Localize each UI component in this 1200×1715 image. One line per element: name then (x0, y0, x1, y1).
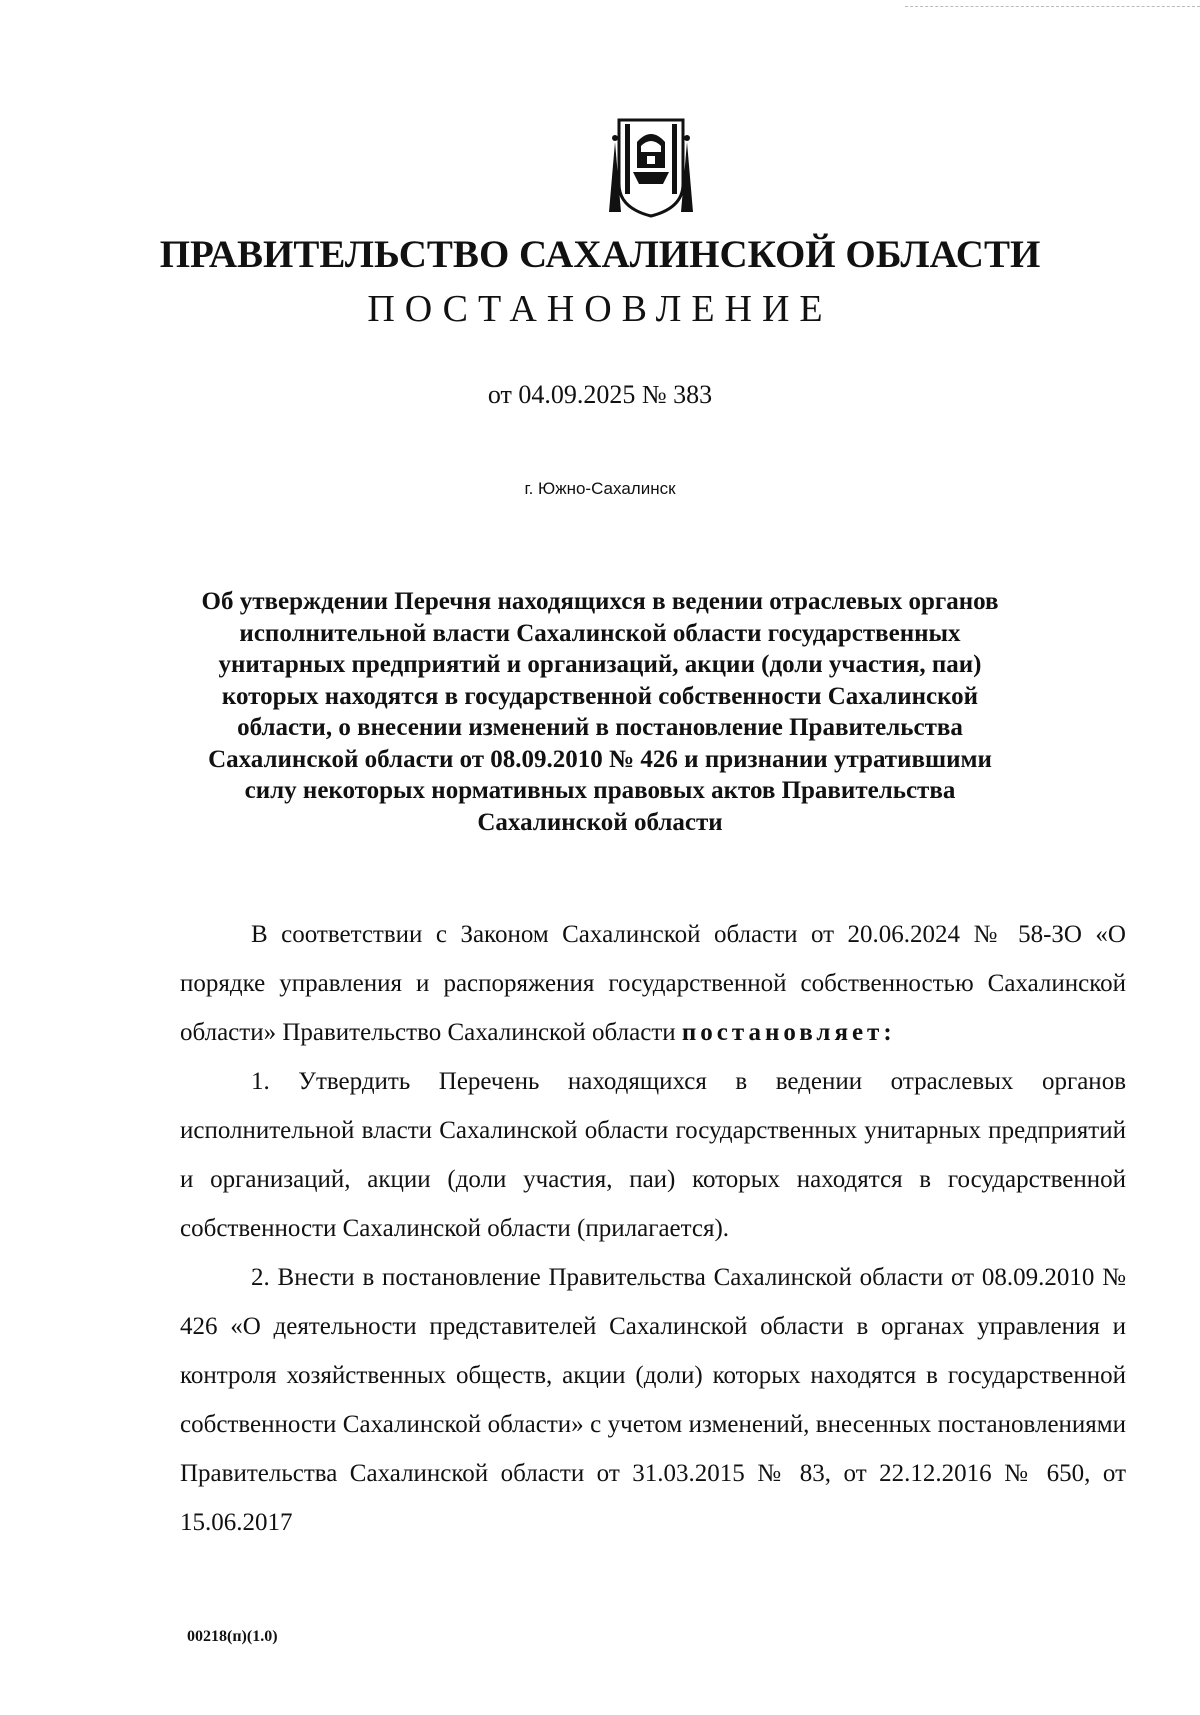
document-city: г. Южно-Сахалинск (524, 479, 676, 498)
government-title: ПРАВИТЕЛЬСТВО САХАЛИНСКОЙ ОБЛАСТИ (159, 233, 1041, 276)
scan-edge-mark (905, 6, 1200, 7)
item-1-paragraph: 1. Утвердить Перечень находящихся в ведении отраслевых органов исполнительной власти Сахалинской области государственных унитарных предприятий и организаций, акции (доли участия, паи) которых находятся в государственной собственности Сахалинской области (прилагается). (180, 1068, 1126, 1242)
document-type: ПОСТАНОВЛЕНИЕ (367, 288, 833, 330)
document-date-number: от 04.09.2025 № 383 (487, 380, 713, 409)
preamble-text: В соответствии с Законом Сахалинской области от 20.06.2024 № 58-ЗО «О порядке управления и распоряжения государственной собственностью Сахалинской области» Правительство Сахалинской области (180, 921, 1126, 1046)
document-subject: Об утверждении Перечня находящихся в ведении отраслевых органов исполнительной власти Сахалинской области государственных унитарных предприятий и организаций, акции (доли участия, паи) которых находятся в государственной собственности Сахалинской области, о внесении изменений в постановление Правительства Сахалинской области от 08.09.2010 № 426 и признании утратившими силу некоторых нормативных правовых актов Правительства Сахалинской области (201, 588, 999, 836)
decree-word: постановляет: (681, 1019, 896, 1046)
sakhalin-coat-of-arms-icon (601, 112, 701, 222)
form-code: 00218(п)(1.0) (187, 1628, 278, 1645)
document-body (180, 910, 1126, 1547)
preamble-paragraph (180, 910, 1126, 1057)
item-2-paragraph: 2. Внести в постановление Правительства Сахалинской области от 08.09.2010 № 426 «О деятельности представителей Сахалинской области в органах управления и контроля хозяйственных обществ, акции (доли) которых находятся в государственной собственности Сахалинской области» с учетом изменений, внесенных постановлениями Правительства Сахалинской области от 31.03.2015 № 83, от 22.12.2016 № 650, от 15.06.2017 (180, 1264, 1126, 1536)
